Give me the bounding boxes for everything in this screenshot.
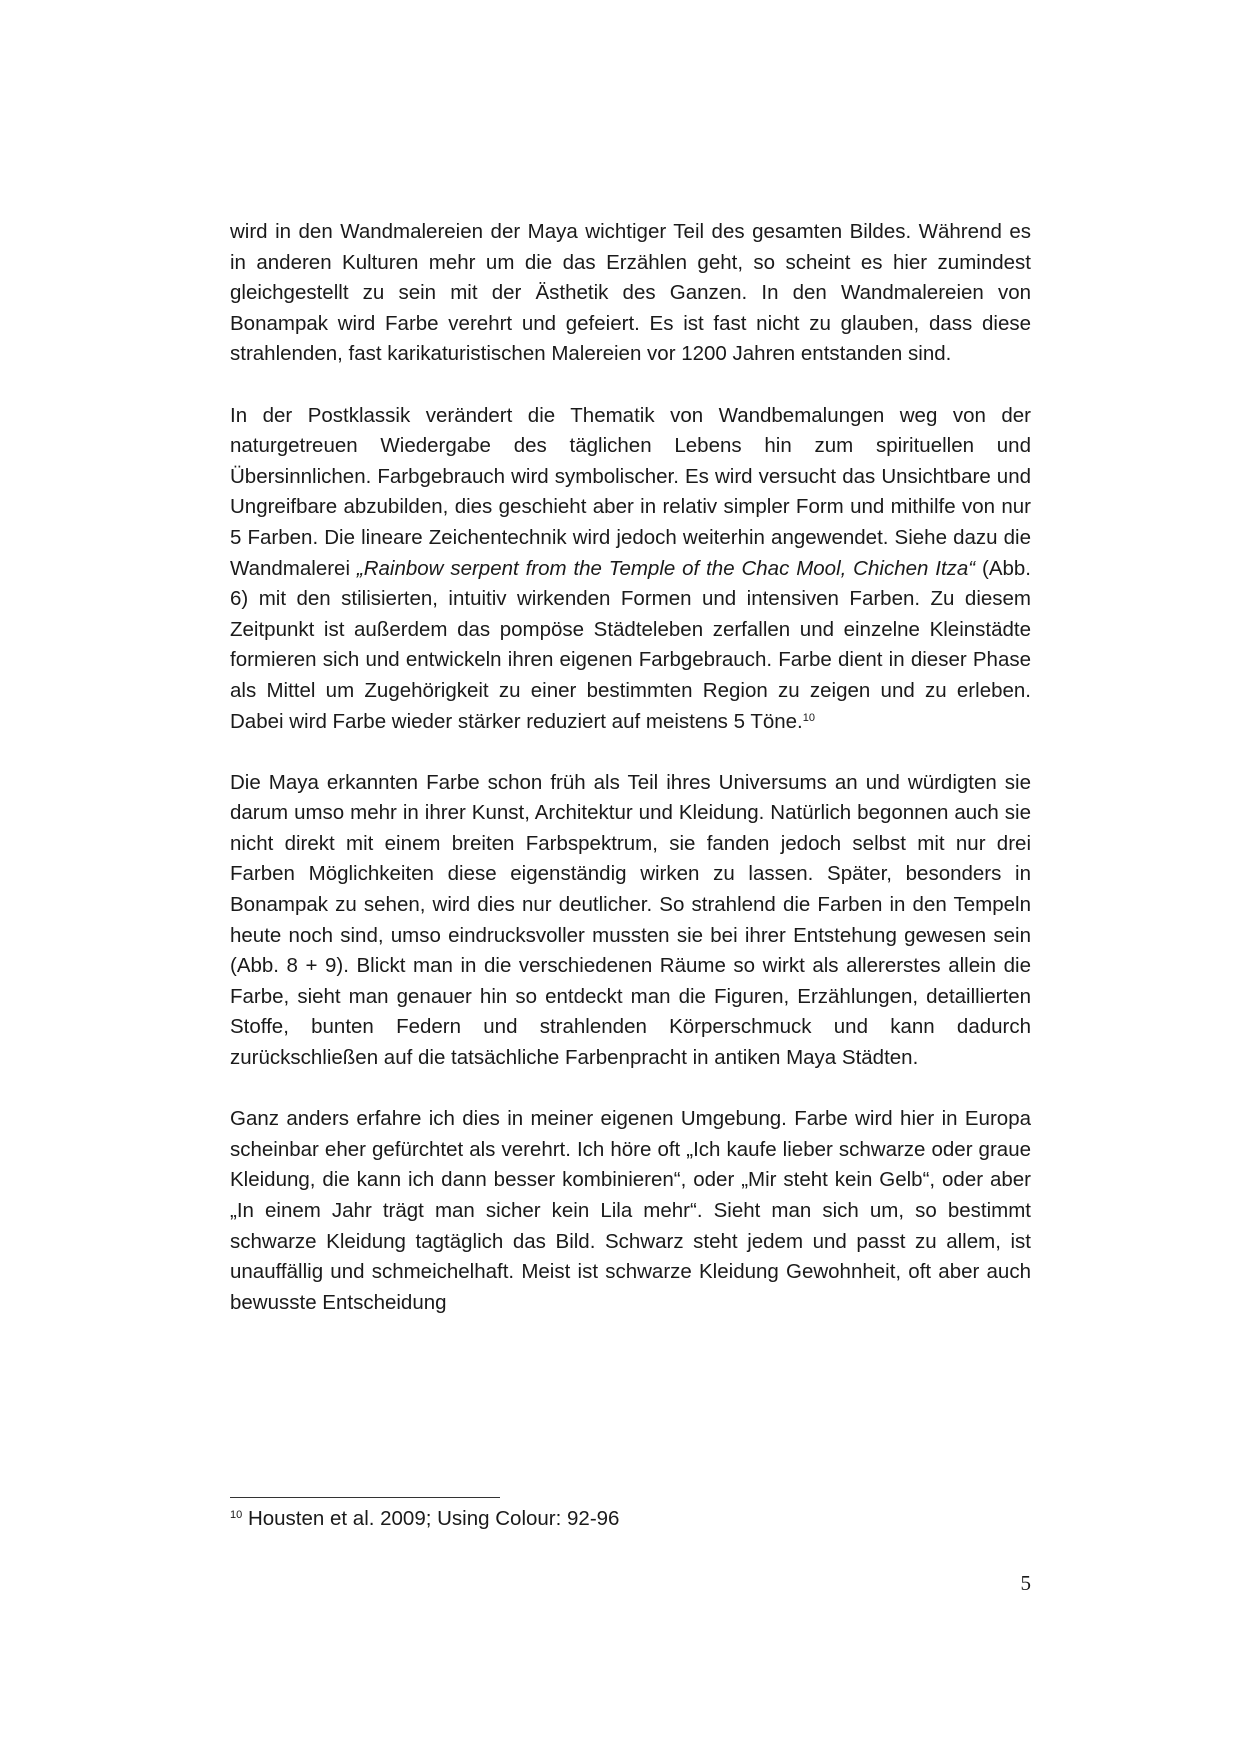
page-number: 5 (1020, 1571, 1031, 1595)
footnote-text: Housten et al. 2009; Using Colour: 92-96 (242, 1507, 620, 1530)
paragraph-postclassic (230, 401, 1031, 738)
paragraph-text: (Abb. 6) mit den stilisierten, intuitiv wirkenden Formen und intensiven Farben. Zu diesem Zeitpunkt ist außerdem das pompöse Städteleben zerfallen und einzelne Kleinstädte formieren sich und entwickeln ihren eigenen Farbgebrauch. Farbe dient in dieser Phase als Mittel um Zugehörigkeit zu einer bestimmten Region zu zeigen und zu erleben. Dabei wird Farbe wieder stärker reduziert auf meistens 5 Töne. (230, 556, 1032, 733)
paragraph-text: Die Maya erkannten Farbe schon früh als Teil ihres Universums an und würdigten sie darum umso mehr in ihrer Kunst, Architektur und Kleidung. Natürlich begonnen auch sie nicht direkt mit einem breiten Farbspektrum, sie fanden jedoch selbst mit nur drei Farben Möglichkeiten diese eigenständig wirken zu lassen. Später, besonders in Bonampak zu sehen, wird dies nur deutlicher. So strahlend die Farben in den Tempeln heute noch sind, umso eindrucksvoller mussten sie bei ihrer Entstehung gewesen sein (Abb. 8 + 9). Blickt man in die verschiedenen Räume so wirkt als allererstes allein die Farbe, sieht man genauer hin so entdeckt man die Figuren, Erzählungen, detaillierten Stoffe, bunten Federn und strahlenden Körperschmuck und kann dadurch zurückschließen auf die tatsächliche Farbenpracht in antiken Maya Städten. (230, 770, 1031, 1070)
paragraph-color-universe (230, 768, 1031, 1074)
footnote-number: 10 (230, 1509, 243, 1521)
body-text (230, 217, 1031, 1318)
footnote (230, 1505, 1030, 1533)
paragraph-maya-murals (230, 217, 1031, 370)
artwork-title: „Rainbow serpent from the Temple of the Chac Mool, Chichen Itza“ (356, 556, 976, 580)
footnote-reference: 10 (802, 711, 815, 724)
paragraph-text: Ganz anders erfahre ich dies in meiner eigenen Umgebung. Farbe wird hier in Europa scheinbar eher gefürchtet als verehrt. Ich höre oft „Ich kaufe lieber schwarze oder graue Kleidung, die kann ich dann besser kombinieren“, oder „Mir steht kein Gelb“, oder aber „In einem Jahr trägt man sicher kein Lila mehr“. Sieht man sich um, so bestimmt schwarze Kleidung tagtäglich das Bild. Schwarz steht jedem und passt zu allem, ist unauffällig und schmeichelhaft. Meist ist schwarze Kleidung Gewohnheit, oft aber auch bewusste Entscheidung (230, 1107, 1031, 1314)
paragraph-europe (230, 1104, 1031, 1318)
footnote-separator (230, 1497, 500, 1498)
paragraph-text: In der Postklassik verändert die Thematik von Wandbemalungen weg von der naturgetreuen Wiedergabe des täglichen Lebens hin zum spirituellen und Übersinnlichen. Farbgebrauch wird symbolischer. Es wird versucht das Unsichtbare und Ungreifbare abzubilden, dies geschieht aber in relativ simpler Form und mithilfe von nur 5 Farben. Die lineare Zeichentechnik wird jedoch weiterhin angewendet. Siehe dazu die Wandmalerei (230, 403, 1031, 580)
paragraph-text: wird in den Wandmalereien der Maya wichtiger Teil des gesamten Bildes. Während es in anderen Kulturen mehr um die das Erzählen geht, so scheint es hier zumindest gleichgestellt zu sein mit der Ästhetik des Ganzen. In den Wandmalereien von Bonampak wird Farbe verehrt und gefeiert. Es ist fast nicht zu glauben, dass diese strahlenden, fast karikaturistischen Malereien vor 1200 Jahren entstanden sind. (230, 220, 1031, 366)
